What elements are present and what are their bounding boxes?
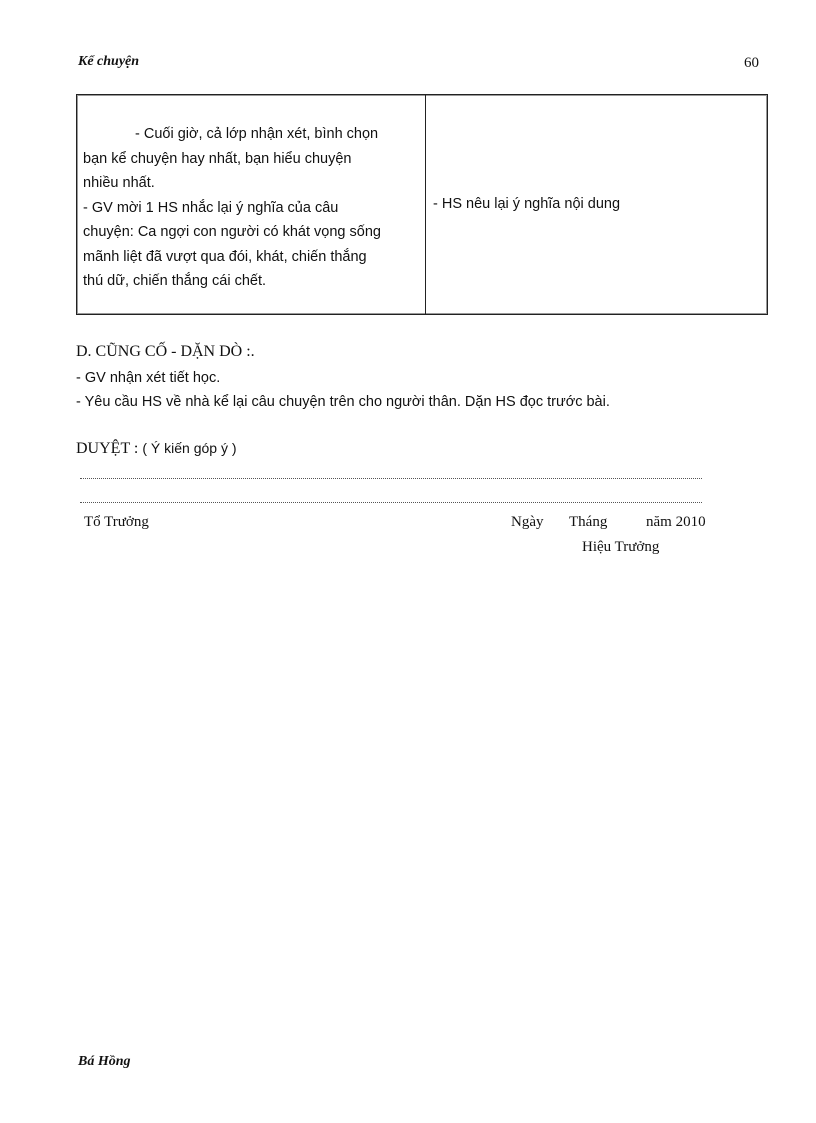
table-line: nhiều nhất.: [83, 175, 155, 191]
approval-label: DUYỆT :: [76, 440, 139, 457]
to-truong-label: Tổ Trưởng: [84, 514, 149, 530]
student-activity-cell: [427, 95, 767, 314]
dotted-line: [80, 478, 702, 479]
table-line: thú dữ, chiến thắng cái chết.: [83, 273, 267, 289]
table-line: - GV mời 1 HS nhắc lại ý nghĩa của câu: [83, 199, 339, 216]
teacher-activity-cell: [77, 95, 426, 314]
student-activity-text: - HS nêu lại ý nghĩa nội dung: [433, 196, 621, 212]
table-line: bạn kể chuyện hay nhất, bạn hiểu chuyện: [83, 150, 352, 167]
section-d-title: D. CŨNG CỐ - DẶN DÒ :.: [76, 343, 255, 360]
approval-heading: [76, 440, 237, 458]
hieu-truong-label: Hiệu Trưởng: [582, 539, 660, 555]
section-d-line: - GV nhận xét tiết học.: [76, 370, 221, 386]
section-d-line: - Yêu cầu HS về nhà kể lại câu chuyện trên cho người thân. Dặn HS đọc trước bài.: [76, 394, 610, 410]
table-line: - Cuối giờ, cả lớp nhận xét, bình chọn: [135, 126, 379, 142]
header-title: Kể chuyện: [78, 54, 140, 69]
lesson-table: [76, 94, 768, 315]
footer-author: Bá Hồng: [78, 1054, 131, 1069]
page-number: 60: [744, 55, 759, 71]
approval-note: ( Ý kiến góp ý ): [142, 440, 237, 456]
table-line: chuyện: Ca ngợi con người có khát vọng sống: [83, 224, 381, 240]
date-day-label: Ngày: [511, 514, 544, 530]
date-year-label: năm 2010: [646, 514, 706, 530]
date-month-label: Tháng: [569, 514, 608, 530]
dotted-line: [80, 502, 702, 503]
table-line: mãnh liệt đã vượt qua đói, khát, chiến thắng: [83, 248, 367, 265]
